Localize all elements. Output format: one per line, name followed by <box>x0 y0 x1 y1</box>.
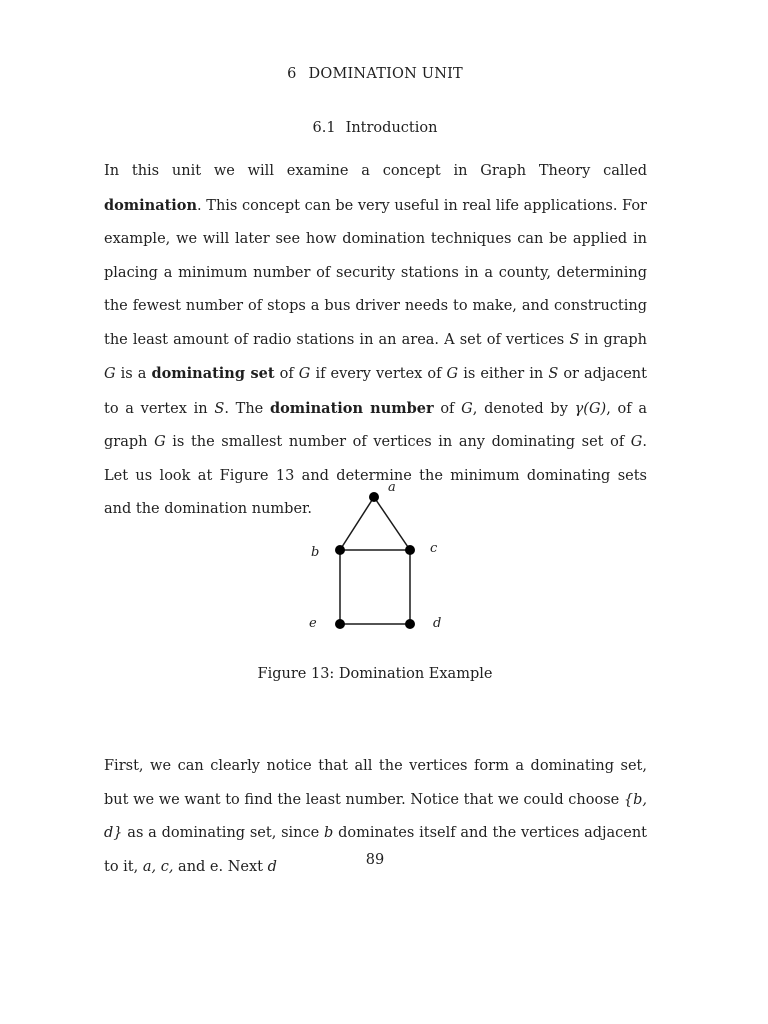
text-run: . Let us look at Figure 13 and determine the minimum dominating sets and the domination number. <box>104 434 647 517</box>
term-domination-number: domination number <box>269 399 434 417</box>
vertex-c <box>405 545 415 555</box>
term-dominating-set: dominating set <box>151 365 275 382</box>
text-run: or adjacent to a vertex in <box>104 366 647 417</box>
text-run: is either in <box>458 366 549 382</box>
vertex-b <box>335 545 345 555</box>
chapter-title: DOMINATION UNIT <box>308 66 463 82</box>
page-number: 89 <box>365 852 385 868</box>
figure-caption: Figure 13: Domination Example <box>257 666 493 682</box>
section-heading <box>0 120 750 136</box>
math-symbol: G <box>461 400 473 417</box>
vertex-d <box>405 619 415 629</box>
vertex-label-b: b <box>311 545 320 560</box>
text-run: . This concept can be very useful in real life applications. For example, we will later see how domination techniques can be applied in placing a minimum number of security stations in a county, determining the fewest number of stops a bus driver needs to make, and constructing the least amount of radio stations in an area. A set of vertices <box>104 197 647 348</box>
math-symbol: b <box>324 825 334 841</box>
text-run: of <box>433 400 462 417</box>
vertex-label-d: d <box>433 616 442 631</box>
vertex-label-c: c <box>430 541 438 556</box>
text-run: In this unit we will examine a concept in Graph Theory called <box>104 163 647 179</box>
vertex-label-e: e <box>309 616 317 631</box>
text-run: as a dominating set, since <box>122 825 325 841</box>
math-symbol: d <box>267 858 277 875</box>
math-symbol: S <box>569 331 580 348</box>
vertex-e <box>335 619 345 629</box>
math-symbol: {b, d} <box>104 791 647 841</box>
text-run: in graph <box>579 331 647 348</box>
section-number: 6.1 <box>312 120 336 136</box>
math-symbol: a, c, <box>142 858 174 875</box>
text-run: , denoted by <box>472 400 575 417</box>
chapter-number: 6 <box>287 66 297 82</box>
math-symbol: G <box>446 366 459 382</box>
math-symbol: G <box>104 366 116 382</box>
text-run: of <box>274 366 299 382</box>
graph-figure <box>290 472 450 642</box>
vertex-a <box>369 492 379 502</box>
math-symbol: γ(G) <box>574 400 607 417</box>
math-symbol: G <box>298 366 311 382</box>
text-run: First, we can clearly notice that all the vertices form a dominating set, but we we want to find the least number. Notice that we could choose <box>104 758 647 808</box>
math-symbol: S <box>548 366 559 382</box>
edge-a-c <box>374 497 410 550</box>
chapter-heading <box>0 66 750 82</box>
text-run: and e. Next <box>173 858 268 875</box>
edge-a-b <box>340 497 374 550</box>
math-symbol: G <box>154 434 166 450</box>
text-run: is the smallest number of vertices in any dominating set of <box>165 434 631 450</box>
section-title: Introduction <box>345 120 438 136</box>
math-symbol: S <box>214 400 225 417</box>
text-run: , of a graph <box>104 400 648 450</box>
text-run: dominates itself and the vertices adjacent to it, <box>104 825 648 875</box>
text-run: . The <box>224 400 270 417</box>
text-run: if every vertex of <box>310 366 447 382</box>
text-run: is a <box>115 366 152 382</box>
term-domination: domination <box>104 196 198 214</box>
math-symbol: G <box>630 434 643 450</box>
vertex-label-a: a <box>388 480 396 495</box>
intro-paragraph <box>104 155 647 527</box>
